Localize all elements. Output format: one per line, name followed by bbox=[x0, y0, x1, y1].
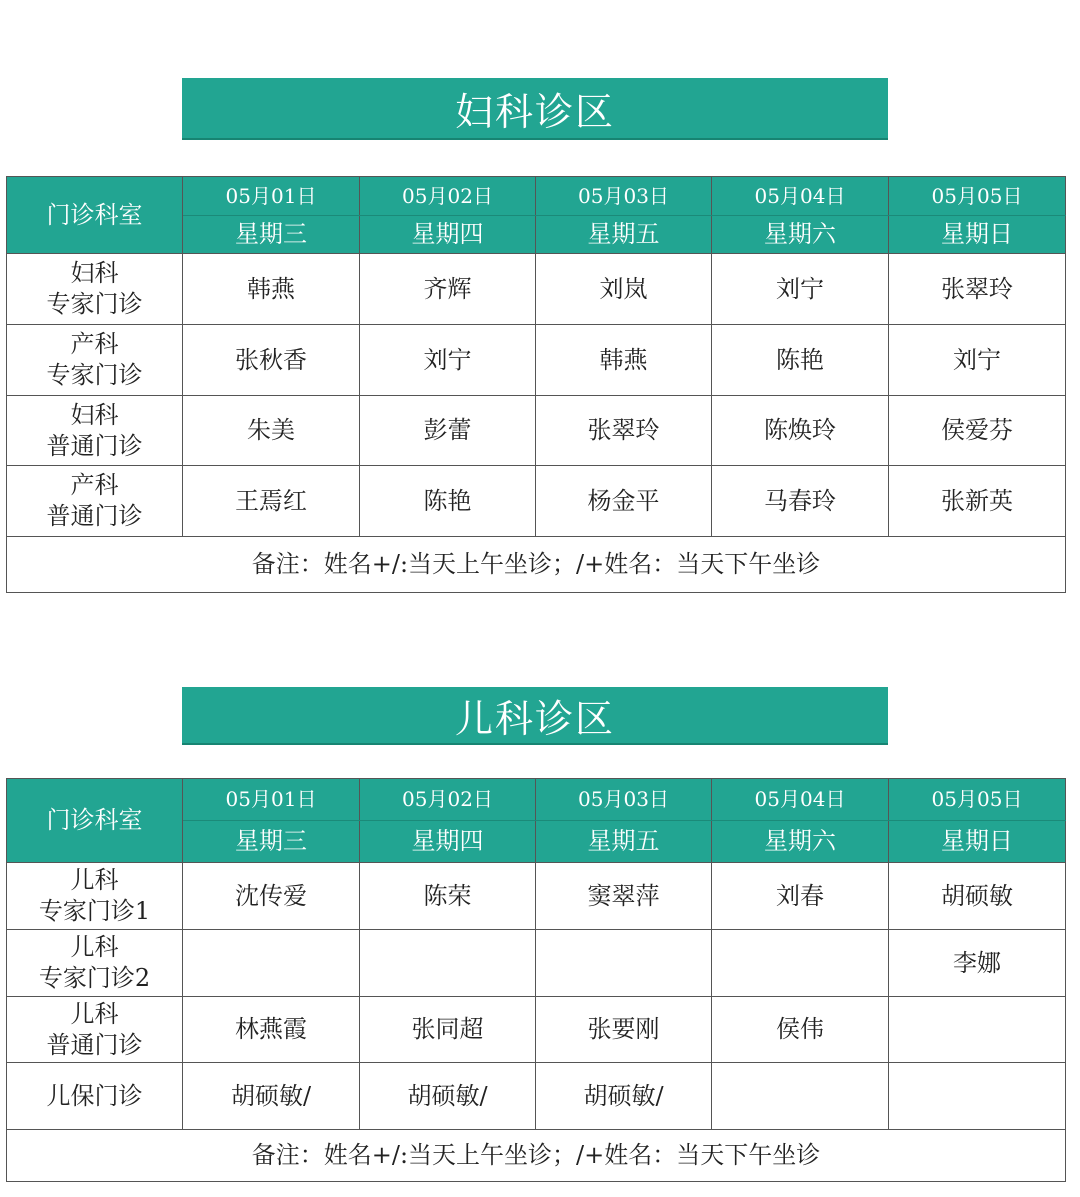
doctor-cell: 彭蕾 bbox=[360, 396, 536, 466]
doctor-cell: 张翠玲 bbox=[536, 396, 712, 466]
dept-type: 普通门诊 bbox=[46, 502, 143, 530]
dept-cell bbox=[7, 1063, 183, 1130]
weekday-header: 星期日 bbox=[889, 216, 1066, 254]
dept-column-header: 门诊科室 bbox=[7, 779, 183, 863]
table-row bbox=[7, 863, 1066, 930]
doctor-cell: 刘宁 bbox=[360, 325, 536, 396]
date-header: 05月05日 bbox=[889, 779, 1066, 821]
dept-name: 产科 bbox=[70, 471, 119, 499]
dept-type: 专家门诊2 bbox=[38, 964, 151, 992]
dept-cell bbox=[7, 254, 183, 325]
date-header: 05月01日 bbox=[183, 779, 360, 821]
dept-name: 儿科 bbox=[70, 999, 119, 1028]
date-header: 05月04日 bbox=[712, 177, 889, 216]
doctor-cell: 齐辉 bbox=[360, 254, 536, 325]
date-header: 05月01日 bbox=[183, 177, 360, 216]
table-row bbox=[7, 1063, 1066, 1130]
doctor-cell: 胡硕敏/ bbox=[360, 1063, 536, 1130]
dept-cell bbox=[7, 325, 183, 396]
doctor-cell: 刘岚 bbox=[536, 254, 712, 325]
schedule-note: 备注：姓名+/:当天上午坐诊；/+姓名：当天下午坐诊 bbox=[7, 537, 1066, 593]
doctor-cell: 王焉红 bbox=[183, 466, 360, 537]
weekday-header: 星期日 bbox=[889, 821, 1066, 863]
dept-name: 妇科 bbox=[70, 259, 119, 287]
doctor-cell: 胡硕敏/ bbox=[536, 1063, 712, 1130]
doctor-cell bbox=[712, 1063, 889, 1130]
doctor-cell: 刘宁 bbox=[889, 325, 1066, 396]
doctor-cell bbox=[183, 930, 360, 997]
doctor-cell: 张翠玲 bbox=[889, 254, 1066, 325]
section-title-pediatrics: 儿科诊区 bbox=[182, 687, 888, 745]
weekday-header: 星期四 bbox=[360, 821, 536, 863]
doctor-cell: 张要刚 bbox=[536, 997, 712, 1063]
dept-cell bbox=[7, 997, 183, 1063]
weekday-header: 星期三 bbox=[183, 821, 360, 863]
weekday-header: 星期四 bbox=[360, 216, 536, 254]
doctor-cell: 韩燕 bbox=[183, 254, 360, 325]
doctor-cell: 刘宁 bbox=[712, 254, 889, 325]
doctor-cell: 李娜 bbox=[889, 930, 1066, 997]
table-row bbox=[7, 466, 1066, 537]
dept-type: 普通门诊 bbox=[46, 1030, 143, 1059]
dept-type: 专家门诊1 bbox=[38, 897, 151, 925]
doctor-cell: 张新英 bbox=[889, 466, 1066, 537]
weekday-header: 星期五 bbox=[536, 216, 712, 254]
weekday-header: 星期六 bbox=[712, 821, 889, 863]
doctor-cell: 韩燕 bbox=[536, 325, 712, 396]
dept-type: 专家门诊 bbox=[46, 361, 143, 389]
date-header: 05月04日 bbox=[712, 779, 889, 821]
table-row bbox=[7, 930, 1066, 997]
doctor-cell bbox=[360, 930, 536, 997]
dept-type: 专家门诊 bbox=[46, 290, 143, 318]
dept-cell bbox=[7, 863, 183, 930]
doctor-cell: 杨金平 bbox=[536, 466, 712, 537]
weekday-header: 星期三 bbox=[183, 216, 360, 254]
doctor-cell bbox=[889, 997, 1066, 1063]
doctor-cell: 陈艳 bbox=[712, 325, 889, 396]
table-row bbox=[7, 997, 1066, 1063]
dept-name: 产科 bbox=[70, 330, 119, 358]
dept-name: 妇科 bbox=[70, 400, 119, 429]
doctor-cell bbox=[712, 930, 889, 997]
doctor-cell: 窦翠萍 bbox=[536, 863, 712, 930]
dept-cell bbox=[7, 466, 183, 537]
dept-cell bbox=[7, 396, 183, 466]
doctor-cell: 陈艳 bbox=[360, 466, 536, 537]
doctor-cell bbox=[536, 930, 712, 997]
date-header: 05月03日 bbox=[536, 779, 712, 821]
table-row bbox=[7, 254, 1066, 325]
date-header: 05月03日 bbox=[536, 177, 712, 216]
date-header: 05月05日 bbox=[889, 177, 1066, 216]
weekday-header: 星期六 bbox=[712, 216, 889, 254]
doctor-cell: 林燕霞 bbox=[183, 997, 360, 1063]
doctor-cell: 侯爱芬 bbox=[889, 396, 1066, 466]
section-title-gynecology: 妇科诊区 bbox=[182, 78, 888, 140]
dept-type: 普通门诊 bbox=[46, 431, 143, 460]
doctor-cell bbox=[889, 1063, 1066, 1130]
doctor-cell: 胡硕敏 bbox=[889, 863, 1066, 930]
doctor-cell: 刘春 bbox=[712, 863, 889, 930]
doctor-cell: 马春玲 bbox=[712, 466, 889, 537]
dept-name: 儿保门诊 bbox=[46, 1081, 143, 1110]
table-row bbox=[7, 396, 1066, 466]
schedule-table-gynecology bbox=[6, 176, 1066, 593]
doctor-cell: 张秋香 bbox=[183, 325, 360, 396]
doctor-cell: 陈荣 bbox=[360, 863, 536, 930]
dept-name: 儿科 bbox=[70, 933, 119, 961]
table-row bbox=[7, 325, 1066, 396]
doctor-cell: 张同超 bbox=[360, 997, 536, 1063]
date-header: 05月02日 bbox=[360, 779, 536, 821]
date-header: 05月02日 bbox=[360, 177, 536, 216]
schedule-table-pediatrics bbox=[6, 778, 1066, 1182]
weekday-header: 星期五 bbox=[536, 821, 712, 863]
dept-cell bbox=[7, 930, 183, 997]
doctor-cell: 沈传爱 bbox=[183, 863, 360, 930]
dept-name: 儿科 bbox=[70, 866, 119, 894]
doctor-cell: 朱美 bbox=[183, 396, 360, 466]
doctor-cell: 胡硕敏/ bbox=[183, 1063, 360, 1130]
schedule-note: 备注：姓名+/:当天上午坐诊；/+姓名：当天下午坐诊 bbox=[7, 1130, 1066, 1182]
doctor-cell: 陈焕玲 bbox=[712, 396, 889, 466]
dept-column-header: 门诊科室 bbox=[7, 177, 183, 254]
doctor-cell: 侯伟 bbox=[712, 997, 889, 1063]
